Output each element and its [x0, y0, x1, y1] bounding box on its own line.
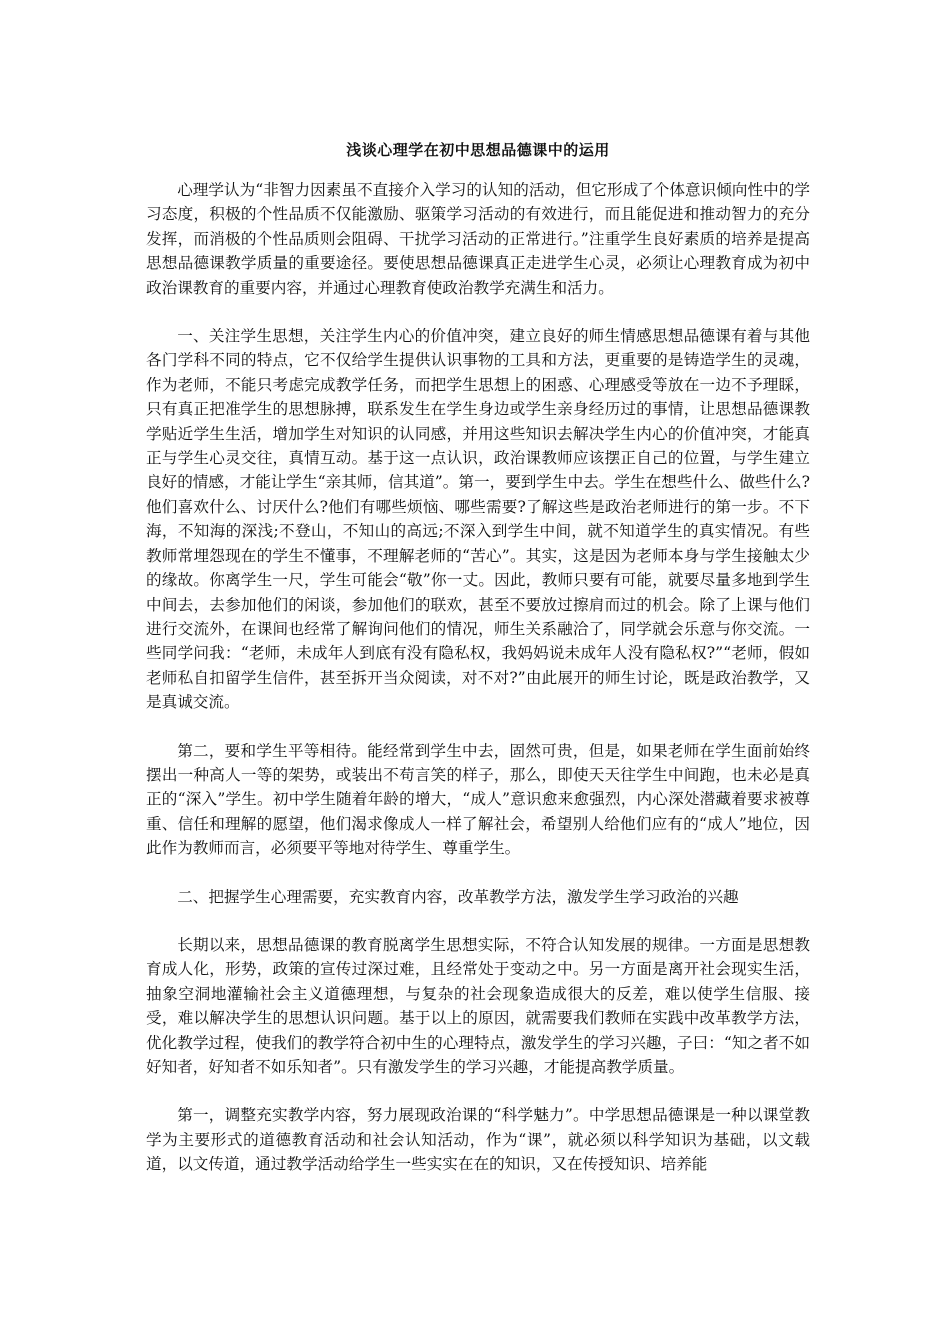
paragraph-section-one: 一、关注学生思想，关注学生内心的价值冲突，建立良好的师生情感思想品德课有着与其他各门学科不同的特点，它不仅给学生提供认识事物的工具和方法，更重要的是铸造学生的灵魂，作为老师，不能只考虑完成教学任务，而把学生思想上的困惑、心理感受等放在一边不予理睬，只有真正把准学生的思想脉搏，联系发生在学生身边或学生亲身经历过的事情，让思想品德课教学贴近学生生活，增加学生对知识的认同感，并用这些知识去解决学生内心的价值冲突，才能真正与学生心灵交往，真情互动。基于这一点认识，政治课教师应该摆正自己的位置，与学生建立良好的情感，才能让学生“亲其师，信其道”。第一，要到学生中去。学生在想些什么、做些什么?他们喜欢什么、讨厌什么?他们有哪些烦恼、哪些需要?了解这些是政治老师进行的第一步。不下海，不知海的深浅;不登山，不知山的高远;不深入到学生中间，就不知道学生的真实情况。有些教师常埋怨现在的学生不懂事，不理解老师的“苦心”。其实，这是因为老师本身与学生接触太少的缘故。你离学生一尺，学生可能会“敬”你一丈。因此，教师只要有可能，就要尽量多地到学生中间去，去参加他们的闲谈，参加他们的联欢，甚至不要放过擦肩而过的机会。除了上课与他们进行交流外，在课间也经常了解询问他们的情况，师生关系融洽了，同学就会乐意与你交流。一些同学问我：“老师，未成年人到底有没有隐私权，我妈妈说未成年人没有隐私权?”“老师，假如老师私自扣留学生信件，甚至拆开当众阅读，对不对?”由此展开的师生讨论，既是政治教学，又是真诚交流。 — [146, 327, 810, 712]
paragraph-long-term: 长期以来，思想品德课的教育脱离学生思想实际，不符合认知发展的规律。一方面是思想教育成人化，形势，政策的宣传过深过难，且经常处于变动之中。另一方面是离开社会现实生活，抽象空洞地灌输社会主义道德理想，与复杂的社会现象造成很大的反差，难以使学生信服、接受，难以解决学生的思想认识问题。基于以上的原因，就需要我们教师在实践中改革教学方法，优化教学过程，使我们的教学符合初中生的心理特点，激发学生的学习兴趣，子曰：“知之者不如好知者，好知者不如乐知者”。只有激发学生的学习兴趣，才能提高教学质量。 — [146, 935, 810, 1076]
section-heading-two: 二、把握学生心理需要，充实教育内容，改革教学方法，激发学生学习政治的兴趣 — [177, 887, 739, 906]
paragraph-intro: 心理学认为“非智力因素虽不直接介入学习的认知的活动，但它形成了个体意识倾向性中的学习态度，积极的个性品质不仅能激励、驱策学习活动的有效进行，而且能促进和推动智力的充分发挥，而消极的个性品质则会阻碍、干扰学习活动的正常进行。”注重学生良好素质的培养是提高思想品德课教学质量的重要途径。要使思想品德课真正走进学生心灵，必须让心理教育成为初中政治课教育的重要内容，并通过心理教育使政治教学充满生和活力。 — [146, 181, 810, 297]
paragraph-equal-treatment: 第二，要和学生平等相待。能经常到学生中去，固然可贵，但是，如果老师在学生面前始终摆出一种高人一等的架势，或装出不苟言笑的样子，那么，即使天天往学生中间跑，也未必是真正的“深入”学生。初中学生随着年龄的增大，“成人”意识愈来愈强烈，内心深处潜藏着要求被尊重、信任和理解的愿望，他们渴求像成人一样了解社会，希望别人给他们应有的“成人”地位，因此作为教师而言，必须要平等地对待学生、尊重学生。 — [146, 741, 810, 858]
document-page — [146, 140, 810, 1201]
document-title: 浅谈心理学在初中思想品德课中的运用 — [346, 141, 610, 159]
paragraph-adjust-content: 第一，调整充实教学内容，努力展现政治课的“科学魅力”。中学思想品德课是一种以课堂教学为主要形式的道德教育活动和社会认知活动，作为“课”，就必须以科学知识为基础，以文载道，以文传道，通过教学活动给学生一些实实在在的知识，又在传授知识、培养能 — [146, 1106, 810, 1174]
